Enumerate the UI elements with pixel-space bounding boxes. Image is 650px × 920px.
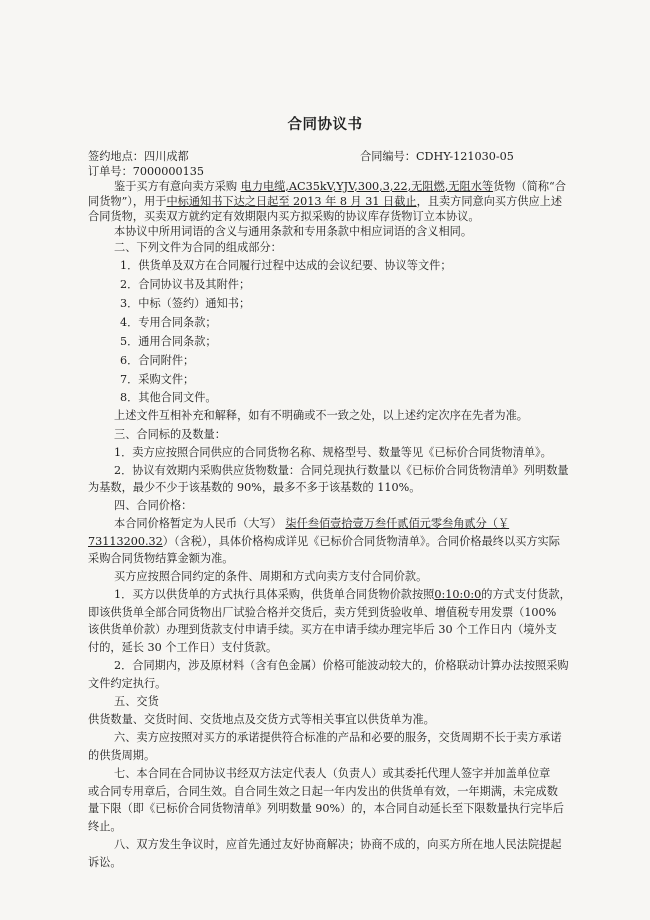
p1-text-c: 同货物”），用于 (88, 195, 167, 208)
section-6-line-2: 的供货周期。 (88, 749, 156, 762)
order-no-line (88, 165, 204, 178)
s3-item-2-line-2: 为基数，最少不少于该基数的 90%，最多不多于该基数的 110%。 (88, 481, 421, 494)
p1-text-d: ，且卖方同意向买方供应上述 (416, 195, 563, 208)
payment-item-2-line-1: 2．合同期内，涉及原材料（含有色金属）价格可能波动较大的，价格联动计算办法按照采购 (114, 659, 569, 672)
sign-place: 四川成都 (143, 150, 189, 163)
paragraph-2: 本协议中所用词语的含义与通用条款和专用条款中相应词语的含义相同。 (114, 225, 473, 238)
s2-item-5: 5．通用合同条款； (120, 335, 217, 348)
payment-text-b: 的方式支付货款， (481, 588, 571, 601)
section-3-heading: 三、合同标的及数量： (114, 428, 226, 441)
s2-note: 上述文件互相补充和解释，如有不明确或不一致之处，以上述约定次序在先者为准。 (114, 409, 528, 422)
price-amount: 73113200.32 (88, 535, 163, 548)
paragraph-1-line-2 (88, 195, 562, 208)
contract-no-label: 合同编号： (360, 150, 416, 163)
s2-item-8: 8．其他合同文件。 (120, 391, 217, 404)
section-2-heading: 二、下列文件为合同的组成部分： (114, 241, 282, 254)
validity-period: 中标通知书下达之日起至 2013 年 8 月 31 日截止 (166, 195, 417, 208)
section-8-line-2: 诉讼。 (88, 856, 122, 869)
paragraph-1-line-3: 合同货物，买卖双方就约定有效期限内买方拟采购的协议库存货物订立本协议。 (88, 210, 480, 223)
s2-item-2: 2．合同协议书及其附件； (120, 278, 251, 291)
payment-item-1-line-4: 付的，延长 30 个工作日）支付货款。 (88, 641, 278, 654)
sign-place-line (88, 150, 189, 163)
s2-item-6: 6．合同附件； (120, 354, 195, 367)
section-7-line-3: 量下限（即《已标价合同货物清单》列明数量 90%）的，本合同自动延长至下限数量执行完毕后 (88, 802, 564, 815)
price-text-b: ）（含税），具体价格构成详见《已标价合同货物清单》。合同价格最终以买方实际 (162, 535, 560, 548)
payment-text-a: 1．买方以供货单的方式执行具体采购，供货单合同货物价款按照 (114, 588, 435, 601)
payment-ratio: 0:10:0:0 (434, 588, 482, 601)
s2-item-7: 7．采购文件； (120, 373, 195, 386)
paragraph-1-line-1 (114, 180, 566, 193)
s3-item-1: 1．卖方应按照合同供应的合同货物名称、规格型号、数量等见《已标价合同货物清单》。 (114, 446, 552, 459)
payment-item-1-line-2: 即该供货单全部合同货物出厂试验合格并交货后，卖方凭到货验收单、增值税专用发票（100% (88, 606, 557, 619)
p1-text-a: 鉴于买方有意向卖方采购 (114, 180, 238, 193)
section-5-text: 供货数量、交货时间、交货地点及交货方式等相关事宜以供货单为准。 (88, 713, 435, 726)
order-no: 7000000135 (132, 165, 204, 178)
section-8-line-1: 八、双方发生争议时，应首先通过友好协商解决；协商不成的，向买方所在地人民法院提起 (114, 838, 562, 851)
payment-item-2-line-2: 文件约定执行。 (88, 677, 167, 690)
s2-item-3: 3．中标（签约）通知书； (120, 297, 251, 310)
s4-price-line-3: 采购合同货物结算金额为准。 (88, 552, 234, 565)
payment-item-1-line-1 (114, 588, 571, 601)
payment-item-1-line-3: 该供货单价款）办理到货款支付申请手续。买方在申请手续办理完毕后 30 个工作日内（境外支 (88, 623, 557, 636)
contract-no-line (360, 150, 514, 163)
p1-text-b: 货物（简称“合 (493, 180, 566, 193)
document-title: 合同协议书 (287, 117, 363, 133)
contract-no: CDHY-121030-05 (415, 150, 514, 163)
section-7-line-1: 七、本合同在合同协议书经双方法定代表人（负责人）或其委托代理人签字并加盖单位章 (114, 767, 551, 780)
payment-intro: 买方应按照合同约定的条件、周期和方式向卖方支付合同价款。 (114, 570, 428, 583)
section-5-heading: 五、交货 (114, 695, 159, 708)
order-no-label: 订单号： (88, 165, 133, 178)
goods-description: 电力电缆,AC35kV,YJV,300,3,22,无阻燃,无阻水等 (240, 180, 494, 193)
s2-item-1: 1．供货单及双方在合同履行过程中达成的会议纪要、协议等文件； (120, 259, 452, 272)
price-in-words: 柒仟叁佰壹拾壹万叁仟贰佰元零叁角贰分（￥ (285, 517, 510, 530)
s4-price-line-2 (88, 535, 560, 548)
price-text-a: 本合同价格暂定为人民币（大写） (114, 517, 282, 530)
s4-price-line-1 (114, 517, 509, 530)
s2-item-4: 4．专用合同条款； (120, 316, 217, 329)
s3-item-2-line-1: 2．协议有效期内采购供应货物数量：合同兑现执行数量以《已标价合同货物清单》列明数量 (114, 464, 569, 477)
section-6-line-1: 六、卖方应按照对买方的承诺提供符合标准的产品和必要的服务，交货周期不长于卖方承诺 (114, 731, 562, 744)
sign-place-label: 签约地点： (88, 150, 144, 163)
section-7-line-4: 终止。 (88, 820, 122, 833)
section-7-line-2: 或合同专用章后，合同生效。自合同生效之日起一年内发出的供货单有效，一年期满，未完成数 (88, 785, 558, 798)
section-4-heading: 四、合同价格： (114, 499, 193, 512)
